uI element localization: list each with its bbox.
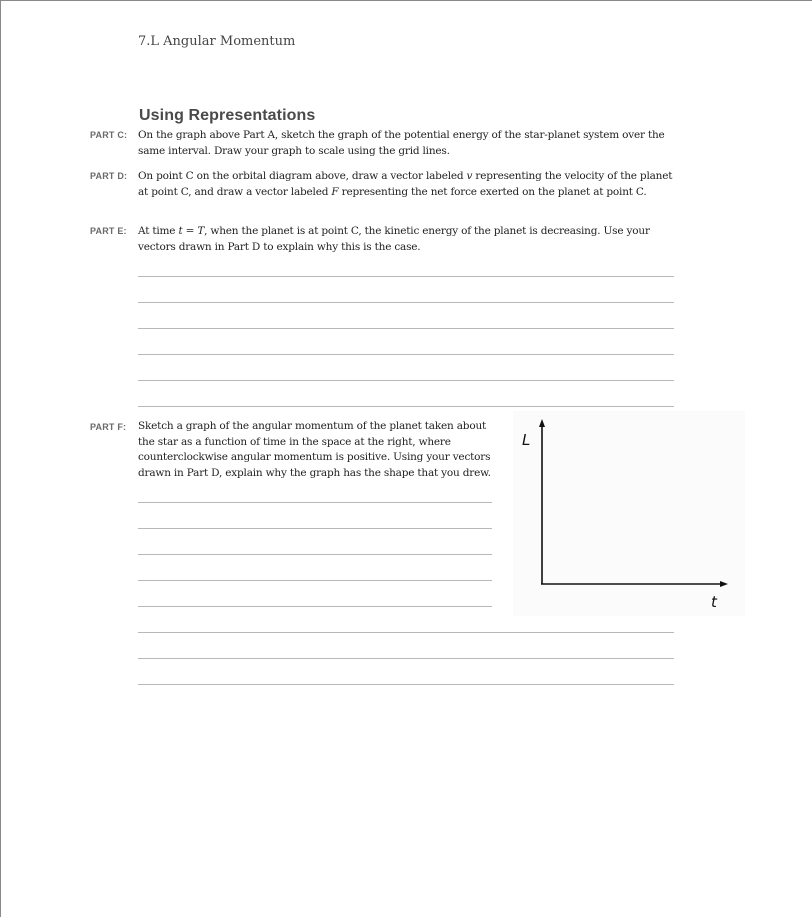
x-axis-arrow-icon bbox=[720, 581, 728, 587]
velocity-variable: v bbox=[466, 170, 473, 182]
part-d-text-c: representing the net force exerted on the planet at point C. bbox=[338, 186, 647, 198]
answer-line[interactable] bbox=[138, 632, 674, 633]
part-e-text bbox=[138, 223, 673, 255]
part-d-text bbox=[138, 168, 673, 200]
part-e-text-b: , when the planet is at point C, the kinetic energy of the planet is decreasing. Use your vectors drawn in Part D to explain why this is the case. bbox=[138, 225, 650, 253]
answer-line[interactable] bbox=[138, 606, 492, 607]
graph-axes bbox=[513, 411, 745, 616]
answer-line[interactable] bbox=[138, 302, 674, 303]
answer-line[interactable] bbox=[138, 528, 492, 529]
y-axis-arrow-icon bbox=[539, 419, 545, 427]
answer-line[interactable] bbox=[138, 658, 674, 659]
page-header: 7.L Angular Momentum bbox=[138, 34, 296, 49]
x-axis-label: t bbox=[711, 593, 717, 611]
part-f-text: Sketch a graph of the angular momentum of the planet taken about the star as a function of time in the space at the right, where counterclockwise angular momentum is positive. Using your vectors drawn in Part D, explain why the graph has the shape that you drew. bbox=[138, 420, 491, 479]
part-d-label: PART D: bbox=[90, 171, 128, 181]
answer-line[interactable] bbox=[138, 554, 492, 555]
answer-line[interactable] bbox=[138, 684, 674, 685]
part-c-label: PART C: bbox=[90, 130, 128, 140]
answer-line[interactable] bbox=[138, 276, 674, 277]
answer-line[interactable] bbox=[138, 380, 674, 381]
part-e-text-a: At time bbox=[138, 225, 179, 237]
time-equation: t = T bbox=[178, 225, 205, 237]
answer-line[interactable] bbox=[138, 354, 674, 355]
part-e-label: PART E: bbox=[90, 226, 127, 236]
section-title: Using Representations bbox=[139, 107, 316, 124]
answer-line[interactable] bbox=[138, 406, 674, 407]
answer-line[interactable] bbox=[138, 580, 492, 581]
part-c-text: On the graph above Part A, sketch the graph of the potential energy of the star-planet system over the same interval. Draw your graph to scale using the grid lines. bbox=[138, 129, 665, 157]
angular-momentum-graph[interactable] bbox=[513, 411, 745, 616]
force-variable: F bbox=[331, 186, 339, 198]
y-axis-label: L bbox=[522, 431, 531, 449]
answer-line[interactable] bbox=[138, 502, 492, 503]
answer-line[interactable] bbox=[138, 328, 674, 329]
part-d-text-a: On point C on the orbital diagram above, draw a vector labeled bbox=[138, 170, 467, 182]
part-d-text-b: representing the velocity of the planet at point C, and draw a vector labeled bbox=[138, 170, 673, 198]
part-f-label: PART F: bbox=[90, 422, 127, 432]
